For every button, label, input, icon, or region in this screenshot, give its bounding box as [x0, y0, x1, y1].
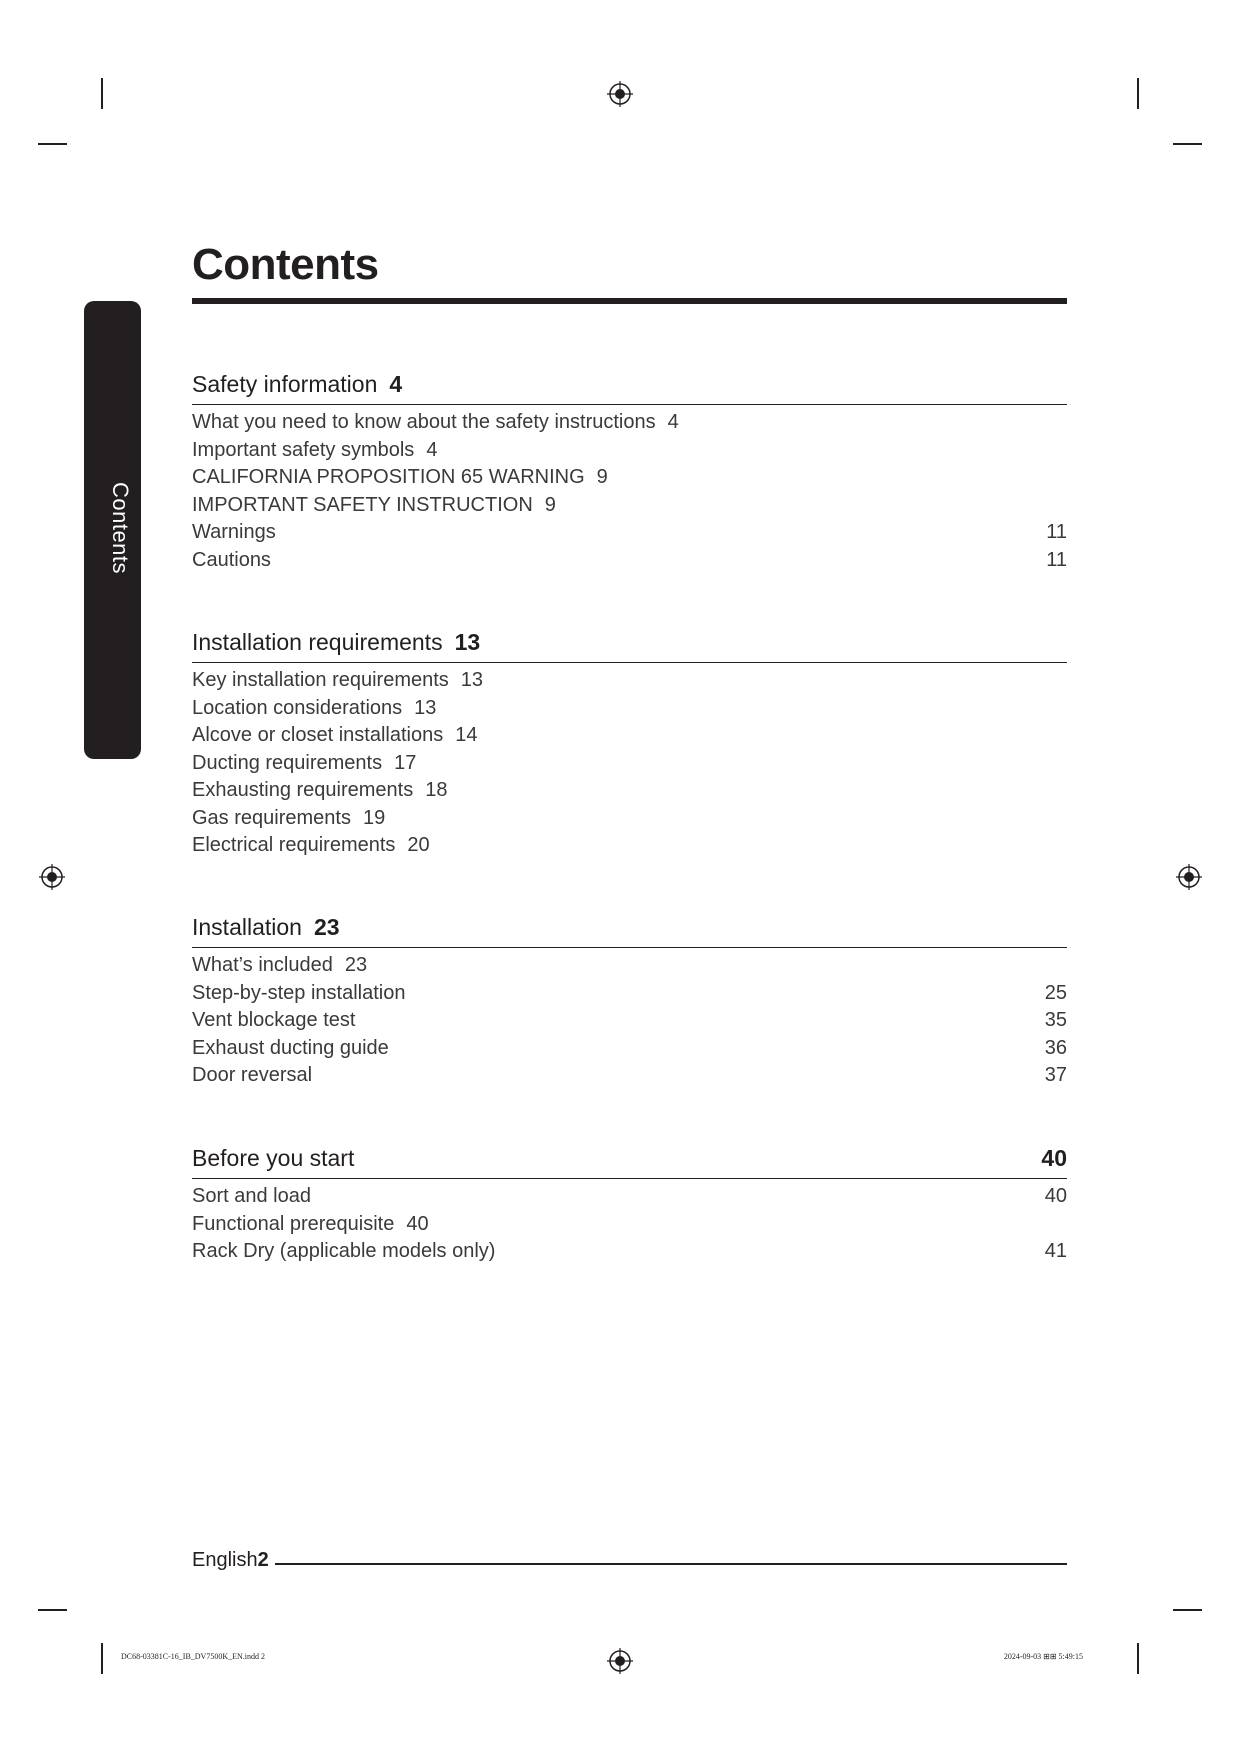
toc-entry-label: Location considerations — [192, 696, 403, 719]
section-heading-page: 40 — [1041, 1145, 1067, 1171]
toc-entry-label: Alcove or closet installations — [192, 724, 444, 746]
footer-page-number: 2 — [257, 1549, 269, 1571]
toc-entry-label: Warnings — [192, 521, 276, 543]
side-tab-label: Contents — [108, 481, 133, 575]
registration-mark-icon — [607, 1648, 633, 1674]
toc-entry[interactable] — [192, 805, 1067, 833]
toc-entry[interactable] — [192, 1183, 1067, 1211]
toc-section-installation-requirements — [192, 622, 1067, 860]
crop-mark-bottom-right-vertical — [1137, 1643, 1139, 1674]
toc-entry-page: 11 — [1046, 521, 1067, 543]
toc-entry-label: Exhaust ducting guide — [192, 1036, 389, 1059]
toc-entry-label: Door reversal — [192, 1064, 313, 1086]
toc-entry[interactable] — [192, 437, 1067, 465]
toc-entry-label: Important safety symbols — [192, 438, 415, 461]
toc-entry[interactable] — [192, 980, 1067, 1008]
toc-entry[interactable] — [192, 667, 1067, 695]
toc-entry[interactable] — [192, 464, 1067, 492]
toc-entry[interactable] — [192, 722, 1067, 750]
toc-entry[interactable] — [192, 547, 1067, 575]
toc-entry-page: 9 — [544, 493, 556, 516]
toc-entry[interactable] — [192, 1211, 1067, 1239]
toc-entry-page: 25 — [1044, 981, 1067, 1004]
toc-entry-page: 9 — [596, 466, 608, 488]
registration-mark-icon — [1176, 864, 1202, 890]
toc-entry[interactable] — [192, 1035, 1067, 1063]
registration-mark-icon — [39, 864, 65, 890]
print-slug-file: DC68-03381C-16_IB_DV7500K_EN.indd 2 — [121, 1652, 265, 1661]
footer-language: English — [192, 1549, 258, 1571]
toc-entry-label: Cautions — [192, 548, 271, 571]
footer-rule — [275, 1563, 1067, 1565]
crop-mark-top-right-horizontal — [1173, 143, 1202, 145]
toc-section-before-you-start — [192, 1138, 1067, 1266]
crop-mark-bottom-left-vertical — [101, 1643, 103, 1674]
toc-section-safety-information — [192, 364, 1067, 574]
toc-entry[interactable] — [192, 750, 1067, 778]
crop-mark-top-right-vertical — [1137, 78, 1139, 109]
section-heading-page: 23 — [313, 914, 340, 940]
registration-mark-icon — [607, 81, 633, 107]
toc-entry[interactable] — [192, 492, 1067, 520]
toc-entry[interactable] — [192, 695, 1067, 723]
toc-entry[interactable] — [192, 409, 1067, 437]
toc-entry-page: 14 — [455, 724, 478, 746]
toc-entry-label: What you need to know about the safety instructions — [192, 411, 656, 433]
toc-entry-page: 4 — [426, 438, 438, 461]
toc-entry[interactable] — [192, 777, 1067, 805]
toc-entry-label: Step-by-step installation — [192, 981, 406, 1004]
section-heading — [192, 1138, 1067, 1179]
toc-entry-page: 18 — [425, 779, 448, 801]
toc-entry-page: 23 — [344, 954, 368, 976]
toc-entry-label: Functional prerequisite — [192, 1212, 395, 1235]
section-heading — [192, 364, 1067, 405]
toc-entry-label: IMPORTANT SAFETY INSTRUCTION — [192, 493, 533, 516]
toc-entry-page: 20 — [407, 834, 430, 856]
page-title: Contents — [192, 240, 379, 289]
toc-entry-page: 35 — [1044, 1009, 1067, 1031]
toc-entry-page: 40 — [1044, 1185, 1067, 1207]
title-rule — [192, 298, 1067, 304]
toc-entry-page: 17 — [394, 751, 417, 774]
toc-entry-page: 40 — [406, 1212, 429, 1235]
toc-section-installation — [192, 907, 1067, 1090]
crop-mark-bottom-right-horizontal — [1173, 1609, 1202, 1611]
toc-entry-label: Rack Dry (applicable models only) — [192, 1240, 496, 1262]
toc-entry-page: 41 — [1044, 1240, 1067, 1262]
toc-entry-page: 36 — [1044, 1036, 1067, 1059]
section-heading-label: Before you start — [192, 1145, 355, 1171]
print-slug-timestamp: 2024-09-03 ⊞⊞ 5:49:15 — [1003, 1652, 1083, 1661]
toc-entry-label: Gas requirements — [192, 806, 351, 829]
toc-entry-label: Ducting requirements — [192, 751, 383, 774]
page-footer — [192, 1546, 1067, 1574]
toc-entry-label: Exhausting requirements — [192, 779, 414, 801]
section-heading-label: Installation — [192, 914, 302, 940]
toc-entry[interactable] — [192, 1007, 1067, 1035]
toc-entry[interactable] — [192, 519, 1067, 547]
section-heading-page: 13 — [454, 629, 481, 655]
section-heading — [192, 622, 1067, 663]
toc-entry-label: Vent blockage test — [192, 1009, 356, 1031]
toc-entry-label: Electrical requirements — [192, 834, 396, 856]
crop-mark-top-left-vertical — [101, 78, 103, 109]
toc-entry-page: 4 — [667, 411, 679, 433]
crop-mark-bottom-left-horizontal — [38, 1609, 67, 1611]
section-heading-label: Installation requirements — [192, 629, 443, 655]
toc-entry-label: What’s included — [192, 954, 333, 976]
toc-entry[interactable] — [192, 1238, 1067, 1266]
toc-entry-label: CALIFORNIA PROPOSITION 65 WARNING — [192, 466, 585, 488]
section-heading — [192, 907, 1067, 948]
toc-entry-page: 13 — [414, 696, 437, 719]
toc-entry[interactable] — [192, 952, 1067, 980]
toc-entry-page: 11 — [1046, 548, 1067, 571]
section-heading-page: 4 — [389, 371, 403, 397]
section-heading-label: Safety information — [192, 371, 378, 397]
toc-entry-page: 13 — [460, 669, 484, 691]
toc-entry[interactable] — [192, 832, 1067, 860]
toc-entry-label: Sort and load — [192, 1185, 311, 1207]
toc-entry[interactable] — [192, 1062, 1067, 1090]
toc-entry-label: Key installation requirements — [192, 669, 449, 691]
toc-entry-page: 37 — [1044, 1064, 1067, 1086]
toc-entry-page: 19 — [362, 806, 386, 829]
crop-mark-top-left-horizontal — [38, 143, 67, 145]
